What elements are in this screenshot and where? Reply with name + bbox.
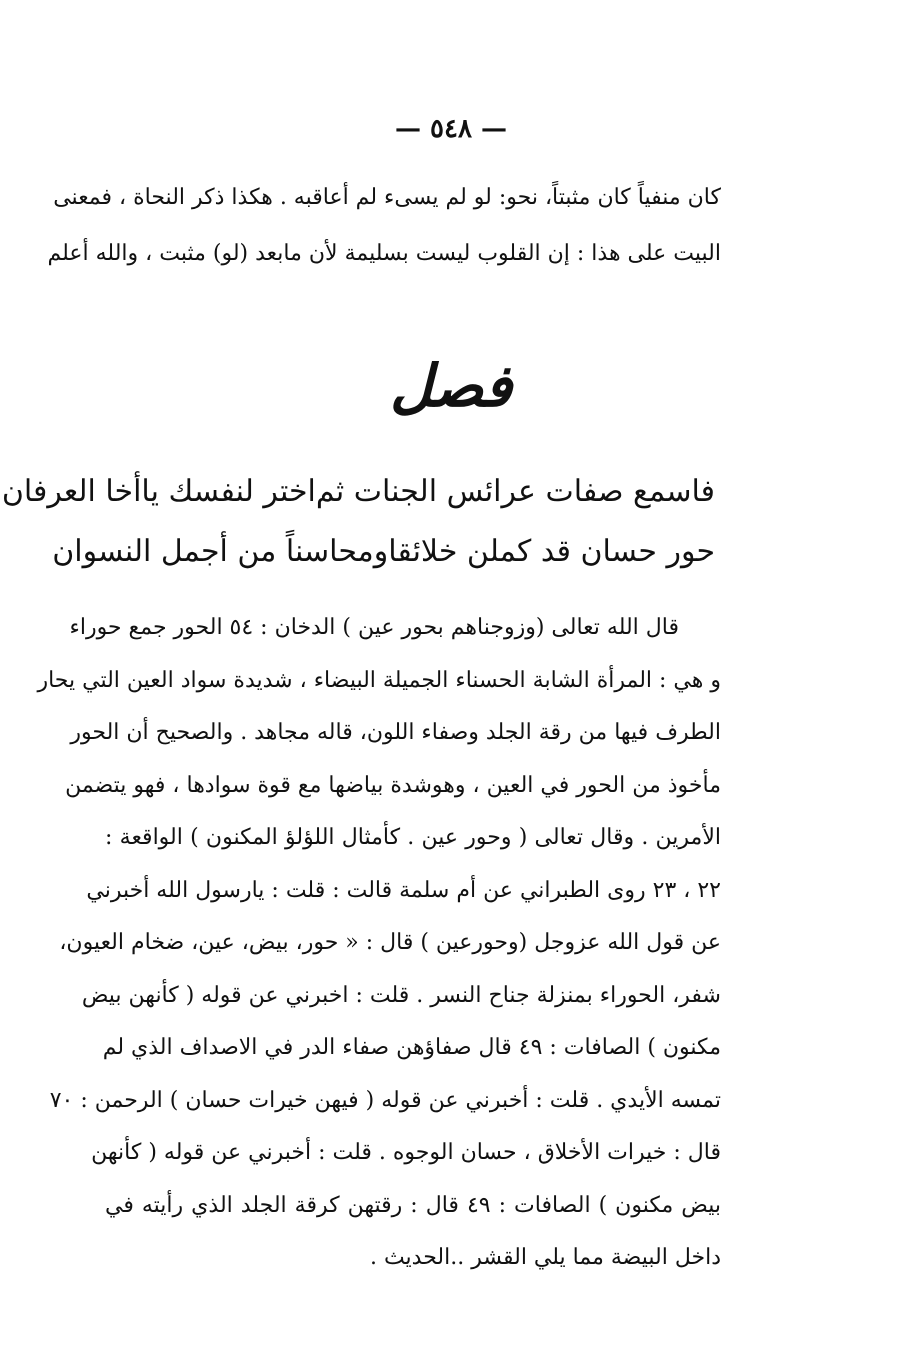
poem-verse	[1, 474, 715, 509]
body-line: و هي : المرأة الشابة الحسناء الجميلة البيضاء ، شديدة سواد العين التي يحار	[37, 667, 721, 693]
commentary-paragraph	[37, 602, 722, 1285]
body-line: عن قول الله عزوجل (وحورعين ) قال : « حور، بيض، عين، ضخام العيون،	[59, 930, 721, 955]
body-line: الأمرين . وقال تعالى ( وحور عين . كأمثال اللؤلؤ المكنون ) الواقعة :	[105, 825, 721, 850]
body-line: الطرف فيها من رقة الجلد وصفاء اللون، قاله مجاهد . والصحيح أن الحور	[70, 720, 721, 745]
body-line: قال : خيرات الأخلاق ، حسان الوجوه . قلت : أخبرني عن قوله ( كأنهن	[91, 1140, 721, 1165]
body-line: قال الله تعالى (وزوجناهم بحور عين ) الدخان : ٥٤ الحور جمع حوراء	[69, 615, 679, 640]
body-line: مأخوذ من الحور في العين ، وهوشدة بياضها مع قوة سوادها ، فهو يتضمن	[65, 772, 721, 798]
verse-first-hemistich: حور حسان قد كملن خلائقا	[388, 534, 715, 569]
page-number: — ٥٤٨ —	[394, 114, 508, 144]
section-title: فصل	[390, 352, 512, 420]
body-line: تمسه الأيدي . قلت : أخبرني عن قوله ( فيهن خيرات حسان ) الرحمن : ٧٠	[49, 1087, 721, 1113]
body-line: بيض مكنون ) الصافات : ٤٩ قال : رقتهن كرقة الجلد الذي رأيته في	[105, 1192, 722, 1218]
intro-paragraph	[47, 170, 721, 282]
intro-line: البيت على هذا : إن القلوب ليست بسليمة لأن مابعد (لو) مثبت ، والله أعلم	[47, 241, 721, 266]
intro-line: كان منفياً كان مثبتاً، نحو: لو لم يسىء لم أعاقبه . هكذا ذكر النحاة ، فمعنى	[53, 185, 721, 210]
verse-second-hemistich: ومحاسناً من أجمل النسوان	[52, 534, 389, 569]
poem-verse	[52, 534, 715, 569]
body-line: داخل البيضة مما يلي القشر ..الحديث .	[369, 1245, 721, 1270]
body-line: مكنون ) الصافات : ٤٩ قال صفاؤهن صفاء الدر في الاصداف الذي لم	[102, 1035, 721, 1060]
verse-first-hemistich: فاسمع صفات عرائس الجنات ثم	[315, 474, 715, 509]
verse-second-hemistich: اختر لنفسك ياأخا العرفان	[1, 474, 316, 509]
body-line: ٢٢ ، ٢٣ روى الطبراني عن أم سلمة قالت : قلت : يارسول الله أخبرني	[86, 877, 721, 903]
body-line: شفر، الحوراء بمنزلة جناح النسر . قلت : اخبرني عن قوله ( كأنهن بيض	[81, 982, 721, 1008]
